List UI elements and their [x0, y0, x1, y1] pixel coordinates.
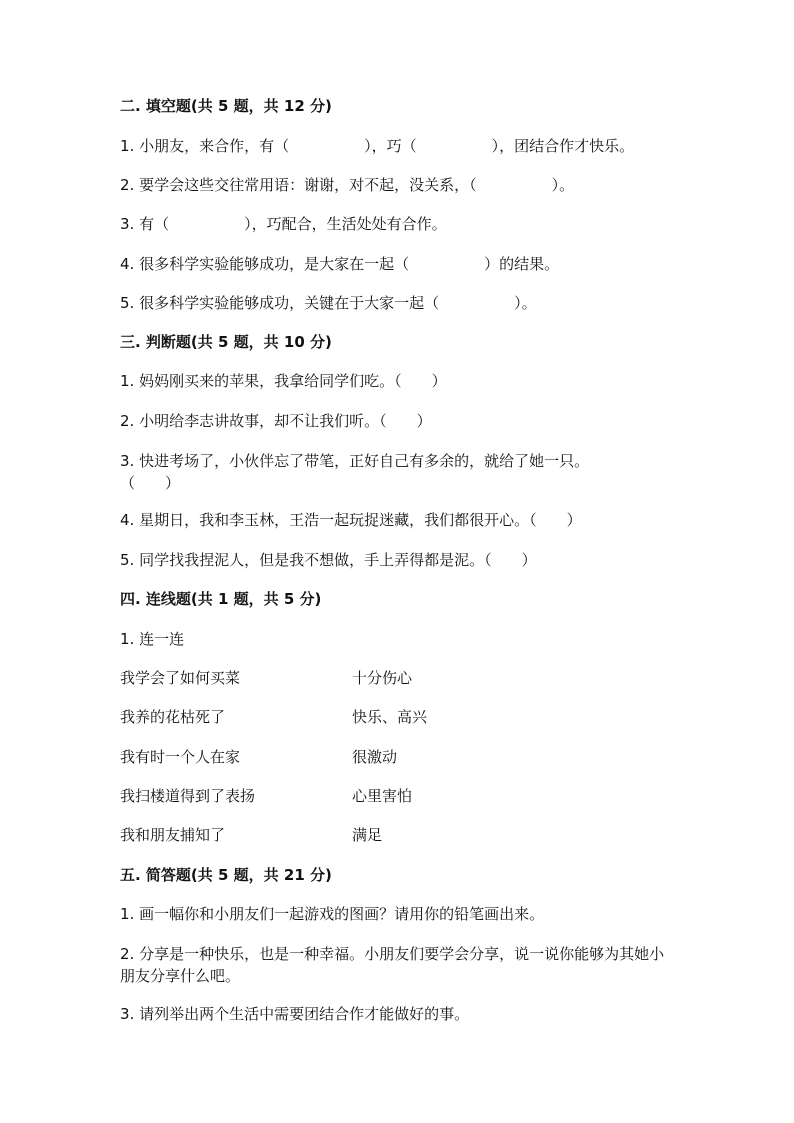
fill-question-3: 3. 有（ ），巧配合，生活处处有合作。 — [120, 215, 447, 233]
match-right-item: 快乐、高兴 — [352, 708, 428, 726]
short-question-1: 1. 画一幅你和小朋友们一起游戏的图画？请用你的铅笔画出来。 — [120, 905, 545, 923]
match-left-item: 我养的花枯死了 — [120, 708, 226, 726]
fill-question-4: 4. 很多科学实验能够成功，是大家在一起（ ）的结果。 — [120, 255, 560, 273]
match-right-item: 满足 — [352, 826, 383, 844]
fill-question-5: 5. 很多科学实验能够成功，关键在于大家一起（ ）。 — [120, 294, 537, 312]
short-question-3: 3. 请列举出两个生活中需要团结合作才能做好的事。 — [120, 1005, 470, 1023]
match-right-item: 心里害怕 — [352, 787, 413, 805]
section-heading-short: 五. 简答题(共 5 题，共 21 分) — [120, 866, 332, 884]
match-left-item: 我学会了如何买菜 — [120, 669, 241, 687]
fill-question-1: 1. 小朋友，来合作，有（ ），巧（ ），团结合作才快乐。 — [120, 137, 635, 155]
short-question-2: 2. 分享是一种快乐，也是一种幸福。小朋友们要学会分享，说一说你能够为其她小朋友分享什么吧。 — [120, 945, 665, 985]
judge-question-5: 5. 同学找我捏泥人，但是我不想做，手上弄得都是泥。（ ） — [120, 551, 537, 569]
section-heading-fill: 二. 填空题(共 5 题，共 12 分) — [120, 97, 332, 115]
judge-question-4: 4. 星期日，我和李玉林，王浩一起玩捉迷藏，我们都很开心。（ ） — [120, 511, 582, 529]
section-heading-judge: 三. 判断题(共 5 题，共 10 分) — [120, 333, 332, 351]
match-left-item: 我和朋友捕知了 — [120, 826, 226, 844]
match-prompt: 1. 连一连 — [120, 630, 185, 648]
match-left-item: 我有时一个人在家 — [120, 748, 241, 766]
fill-question-2: 2. 要学会这些交往常用语：谢谢，对不起，没关系，（ ）。 — [120, 176, 575, 194]
judge-question-3: 3. 快进考场了，小伙伴忘了带笔，正好自己有多余的，就给了她一只。（ ） — [120, 452, 590, 492]
match-right-item: 十分伤心 — [352, 669, 413, 687]
match-left-item: 我扫楼道得到了表扬 — [120, 787, 256, 805]
judge-question-1: 1. 妈妈刚买来的苹果，我拿给同学们吃。（ ） — [120, 372, 447, 390]
judge-question-2: 2. 小明给李志讲故事，却不让我们听。（ ） — [120, 412, 432, 430]
match-right-item: 很激动 — [352, 748, 398, 766]
section-heading-match: 四. 连线题(共 1 题，共 5 分) — [120, 590, 322, 608]
